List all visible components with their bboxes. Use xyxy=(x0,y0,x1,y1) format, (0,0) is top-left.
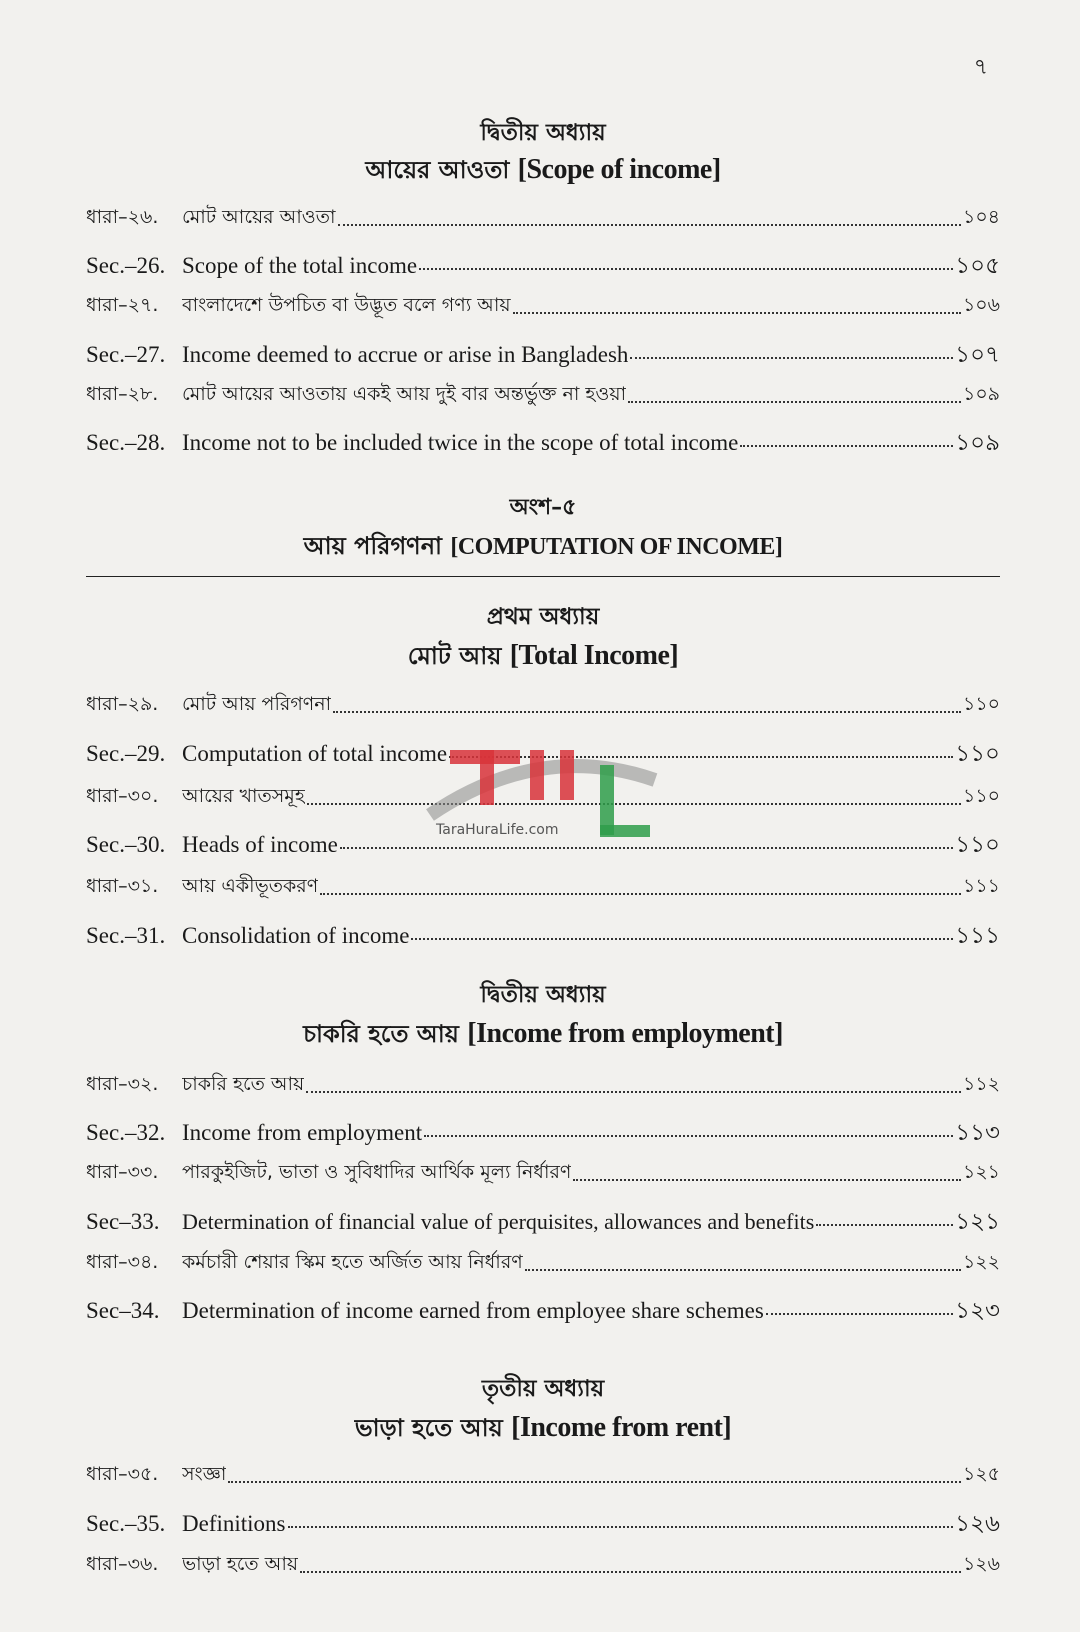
toc-entry[interactable] xyxy=(86,1460,1000,1490)
dot-leader xyxy=(288,1526,954,1528)
section-number: ধারা–৩৫. xyxy=(86,1463,159,1485)
section-title: সংজ্ঞা xyxy=(182,1463,227,1485)
chapter-heading: দ্বিতীয় অধ্যায় xyxy=(480,119,606,146)
chapter-heading: তৃতীয় অধ্যায় xyxy=(481,1375,605,1402)
toc-entry[interactable] xyxy=(86,1505,1000,1535)
part-title-bn: আয় পরিগণনা xyxy=(303,531,442,560)
dot-leader xyxy=(513,312,961,314)
section-title: মোট আয় পরিগণনা xyxy=(182,693,332,715)
page-ref: ১০৯ xyxy=(962,383,1000,405)
dot-leader xyxy=(411,938,953,940)
page-ref: ১১২ xyxy=(962,1073,1000,1095)
section-number: Sec.–32. xyxy=(86,1120,166,1145)
section-title: Income not to be included twice in the scope of total income xyxy=(182,430,739,455)
toc-entry[interactable] xyxy=(86,1114,1000,1144)
dot-leader xyxy=(740,445,953,447)
section-number: ধারা–২৬. xyxy=(86,206,159,228)
toc-entry[interactable] xyxy=(86,690,1000,720)
section-title: Definitions xyxy=(182,1511,286,1536)
dot-leader xyxy=(320,893,961,895)
dot-leader xyxy=(628,401,961,403)
dot-leader xyxy=(766,1313,953,1315)
section-number: Sec.–27. xyxy=(86,342,166,367)
chapter-title xyxy=(86,638,1000,678)
page-ref: ১২১ xyxy=(955,1209,1000,1234)
section-number: Sec.–29. xyxy=(86,741,166,766)
toc-entry[interactable] xyxy=(86,1292,1000,1322)
watermark-text: TaraHuraLife.com xyxy=(436,822,559,838)
toc-entry[interactable] xyxy=(86,917,1000,947)
chapter-heading: প্রথম অধ্যায় xyxy=(486,603,600,630)
chapter-heading: দ্বিতীয় অধ্যায় xyxy=(480,981,606,1008)
part-title xyxy=(86,528,1000,568)
toc-entry[interactable] xyxy=(86,872,1000,902)
section-number: ধারা–২৯. xyxy=(86,693,159,715)
page-ref: ১১০ xyxy=(955,741,1000,766)
section-number: Sec.–30. xyxy=(86,832,166,857)
section-title: Income from employment xyxy=(182,1120,423,1145)
chapter-title-bn: চাকরি হতে আয় xyxy=(303,1019,459,1048)
section-title: ভাড়া হতে আয় xyxy=(182,1553,299,1575)
section-title: কর্মচারী শেয়ার স্কিম হতে অর্জিত আয় নির্ধারণ xyxy=(182,1251,523,1273)
section-title: Determination of financial value of perquisites, allowances and benefits xyxy=(182,1209,815,1234)
section-divider xyxy=(86,576,1000,577)
page-ref: ১১১ xyxy=(963,875,1000,897)
toc-entry[interactable] xyxy=(86,247,1000,277)
section-number: ধারা–৩১. xyxy=(86,875,159,897)
toc-entry[interactable] xyxy=(86,203,1000,233)
toc-entry[interactable] xyxy=(86,380,1000,410)
dot-leader xyxy=(816,1224,953,1226)
dot-leader xyxy=(338,224,961,226)
page-ref: ১২১ xyxy=(962,1161,1000,1183)
section-title: Income deemed to accrue or arise in Bangladesh xyxy=(182,342,629,367)
section-title: আয়ের খাতসমূহ xyxy=(182,785,305,807)
page-ref: ১২২ xyxy=(962,1251,1000,1273)
toc-entry[interactable] xyxy=(86,1203,1000,1233)
section-title: Scope of the total income xyxy=(182,253,418,278)
toc-entry[interactable] xyxy=(86,336,1000,366)
page-ref: ১২৫ xyxy=(962,1463,1000,1485)
chapter-title-en: [Total Income] xyxy=(509,640,679,671)
section-number: ধারা–৩০. xyxy=(86,785,159,807)
dot-leader xyxy=(525,1269,961,1271)
chapter-title-en: [Scope of income] xyxy=(517,154,721,185)
section-number: ধারা–২৮. xyxy=(86,383,159,405)
section-number: Sec.–26. xyxy=(86,253,166,278)
toc-entry[interactable] xyxy=(86,291,1000,321)
section-title: মোট আয়ের আওতা xyxy=(182,206,336,228)
toc-entry[interactable] xyxy=(86,424,1000,454)
page-ref: ১০৫ xyxy=(955,253,1000,278)
dot-leader xyxy=(424,1135,953,1137)
watermark-logo xyxy=(420,720,660,860)
page-ref: ১০৭ xyxy=(955,342,1000,367)
part-heading: অংশ–৫ xyxy=(509,494,577,520)
section-title: আয় একীভূতকরণ xyxy=(182,875,319,897)
page-ref: ১২৬ xyxy=(962,1553,1000,1575)
section-title: Computation of total income xyxy=(182,741,448,766)
chapter-title-bn: ভাড়া হতে আয় xyxy=(354,1413,503,1442)
section-title: Heads of income xyxy=(182,832,338,857)
page-ref: ১১৩ xyxy=(955,1120,1000,1145)
chapter-title-en: [Income from employment] xyxy=(467,1018,783,1049)
section-number: ধারা–৩৬. xyxy=(86,1553,159,1575)
page-ref: ১০৬ xyxy=(962,294,1000,316)
chapter-title xyxy=(86,152,1000,192)
dot-leader xyxy=(573,1179,961,1181)
section-number: Sec–33. xyxy=(86,1209,160,1234)
dot-leader xyxy=(300,1571,961,1573)
toc-entry[interactable] xyxy=(86,1550,1000,1580)
toc-entry[interactable] xyxy=(86,1248,1000,1278)
page-ref: ১২৬ xyxy=(955,1511,1000,1536)
page-ref: ১২৩ xyxy=(955,1298,1000,1323)
section-number: ধারা–৩৪. xyxy=(86,1251,159,1273)
chapter-title xyxy=(86,1410,1000,1450)
toc-entry[interactable] xyxy=(86,1158,1000,1188)
chapter-title xyxy=(86,1016,1000,1056)
chapter-title-en: [Income from rent] xyxy=(511,1412,732,1443)
dot-leader xyxy=(333,711,961,713)
page-number: ৭ xyxy=(973,55,988,80)
section-number: Sec.–31. xyxy=(86,923,166,948)
section-number: ধারা–২৭. xyxy=(86,294,159,316)
section-number: ধারা–৩২. xyxy=(86,1073,159,1095)
chapter-title-bn: মোট আয় xyxy=(407,641,502,670)
section-number: ধারা–৩৩. xyxy=(86,1161,159,1183)
toc-entry[interactable] xyxy=(86,1070,1000,1100)
dot-leader xyxy=(630,357,953,359)
page-ref: ১১০ xyxy=(962,785,1000,807)
part-title-en: [COMPUTATION OF INCOME] xyxy=(450,534,783,560)
section-number: Sec–34. xyxy=(86,1298,160,1323)
section-number: Sec.–35. xyxy=(86,1511,166,1536)
section-title: Consolidation of income xyxy=(182,923,410,948)
section-title: বাংলাদেশে উপচিত বা উদ্ভূত বলে গণ্য আয় xyxy=(182,294,511,316)
section-title: মোট আয়ের আওতায় একই আয় দুই বার অন্তর্ভুক্ত না হওয়া xyxy=(182,383,627,405)
page-ref: ১১১ xyxy=(955,923,1000,948)
page-ref: ১১০ xyxy=(962,693,1000,715)
section-title: Determination of income earned from employee share schemes xyxy=(182,1298,764,1323)
section-number: Sec.–28. xyxy=(86,430,166,455)
page-ref: ১০৯ xyxy=(955,430,1000,455)
section-title: পারকুইজিট, ভাতা ও সুবিধাদির আর্থিক মূল্য নির্ধারণ xyxy=(182,1161,572,1183)
dot-leader xyxy=(306,1091,961,1093)
page-ref: ১১০ xyxy=(955,832,1000,857)
section-title: চাকরি হতে আয় xyxy=(182,1073,305,1095)
dot-leader xyxy=(228,1481,961,1483)
dot-leader xyxy=(419,268,953,270)
page-ref: ১০৪ xyxy=(962,206,1000,228)
chapter-title-bn: আয়ের আওতা xyxy=(365,155,510,184)
